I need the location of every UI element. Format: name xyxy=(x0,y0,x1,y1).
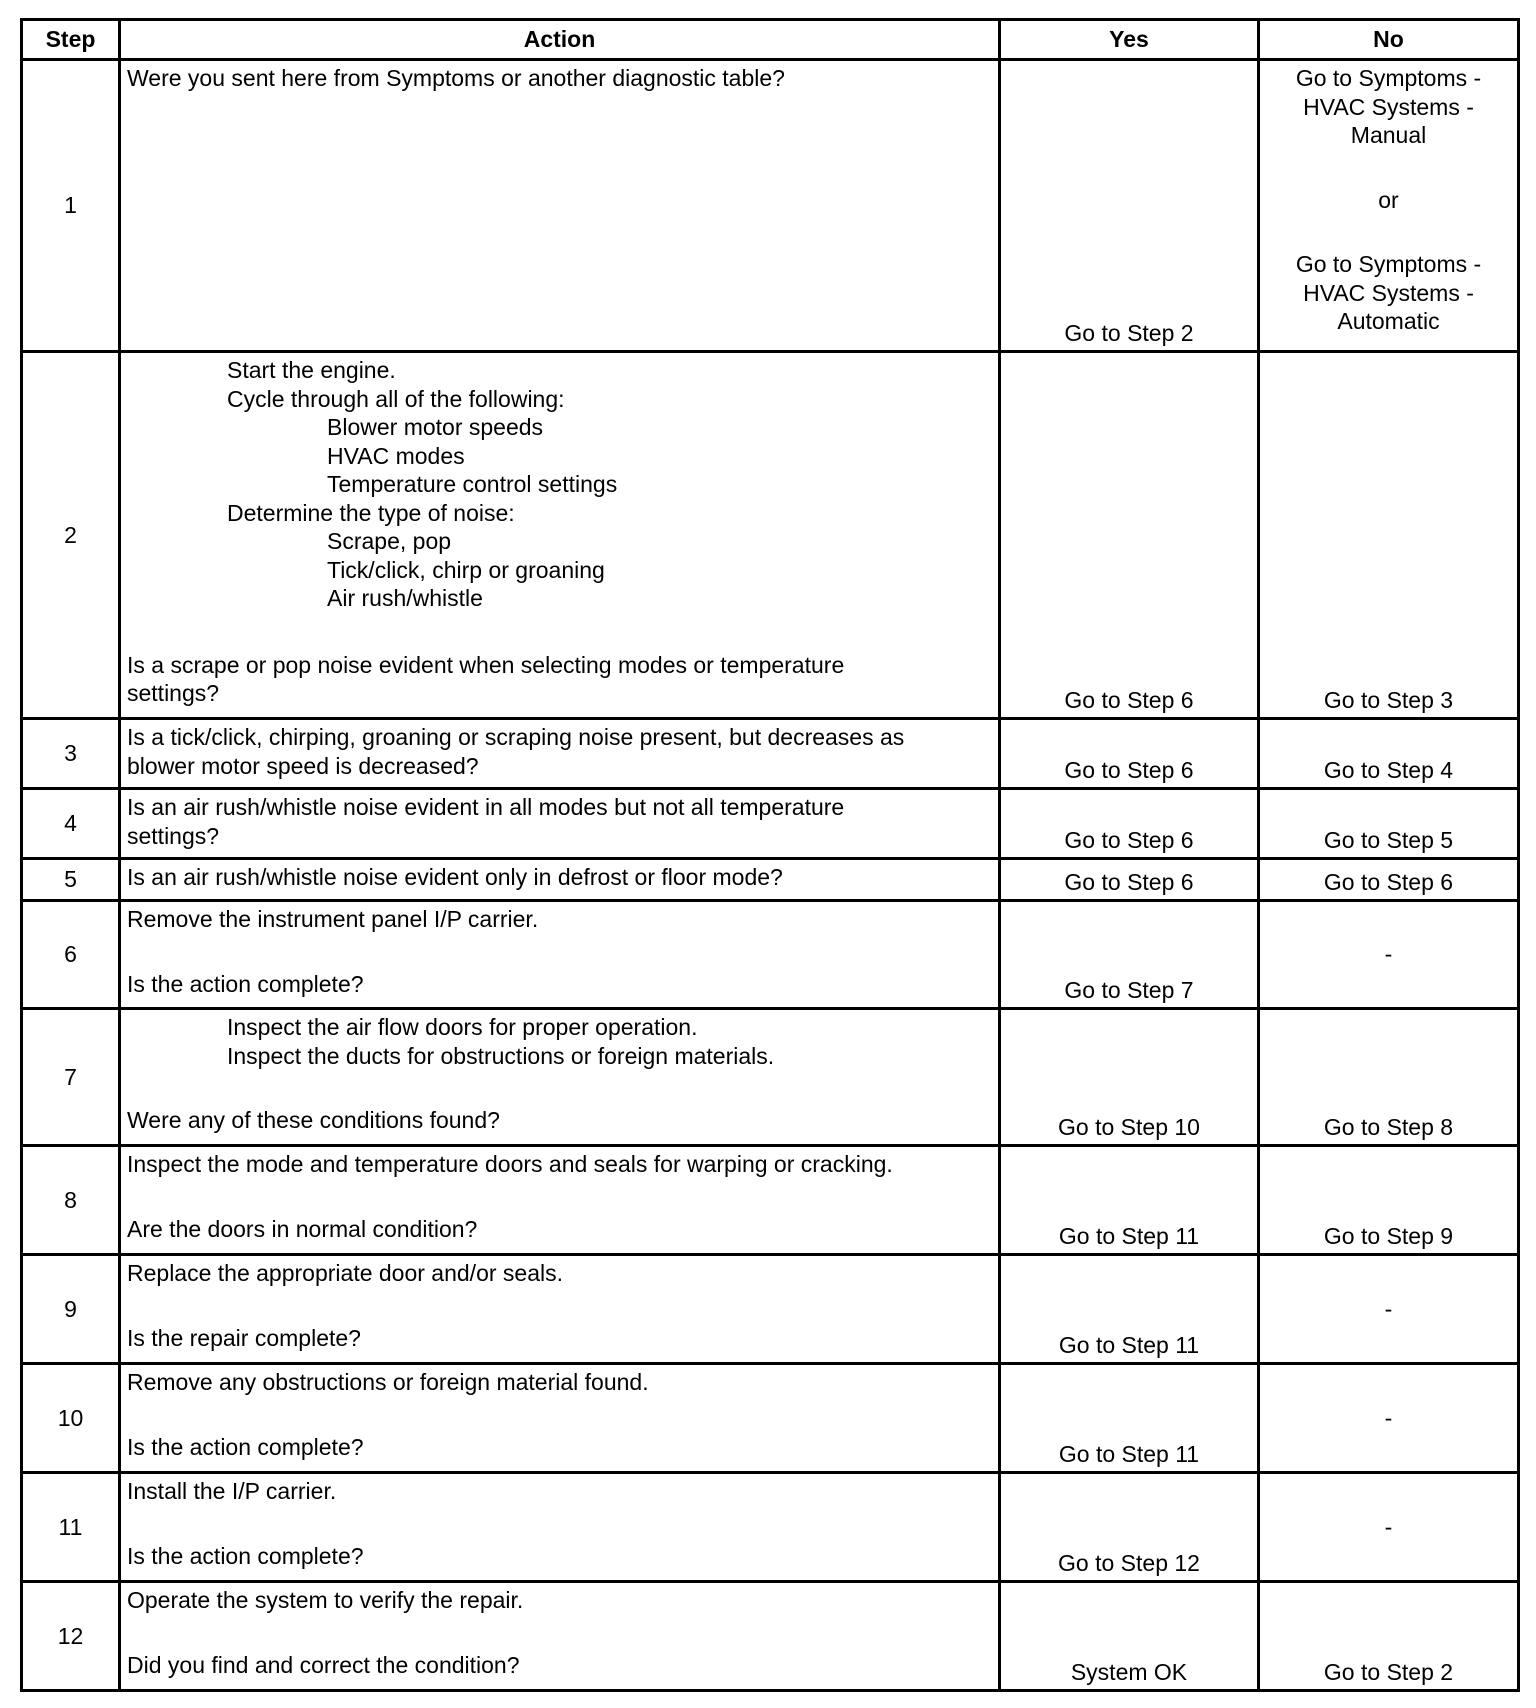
action-question: settings? xyxy=(127,680,220,706)
action-cell xyxy=(120,1009,1000,1146)
action-question: Is the action complete? xyxy=(127,1542,364,1569)
action-list-item: Cycle through all of the following: xyxy=(227,385,565,412)
action-list-item: Inspect the air flow doors for proper operation. xyxy=(227,1014,698,1040)
yes-cell: Go to Step 6 xyxy=(1000,859,1259,901)
step-number: 5 xyxy=(22,859,120,901)
no-text: HVAC Systems - xyxy=(1303,279,1474,306)
header-row xyxy=(22,20,1519,60)
yes-cell: Go to Step 7 xyxy=(1000,901,1259,1009)
header-action: Action xyxy=(120,20,1000,60)
no-cell: - xyxy=(1259,1255,1519,1364)
action-text: Is an air rush/whistle noise evident only in defrost or floor mode? xyxy=(127,864,783,890)
no-text: or xyxy=(1378,186,1399,213)
action-text: Inspect the mode and temperature doors and seals for warping or cracking. xyxy=(127,1151,893,1177)
action-list-item: Inspect the ducts for obstructions or foreign materials. xyxy=(227,1042,775,1069)
action-cell xyxy=(120,1255,1000,1364)
table-row xyxy=(22,901,1519,1009)
action-question: Is the action complete? xyxy=(127,970,364,997)
table-row xyxy=(22,1473,1519,1582)
yes-cell: Go to Step 6 xyxy=(1000,352,1259,719)
action-list-item: Air rush/whistle xyxy=(327,585,483,611)
step-number: 4 xyxy=(22,789,120,859)
action-list-item: Determine the type of noise: xyxy=(227,499,515,526)
yes-cell: Go to Step 11 xyxy=(1000,1146,1259,1255)
action-question: Did you find and correct the condition? xyxy=(127,1651,520,1678)
table-row xyxy=(22,1255,1519,1364)
no-cell: Go to Step 4 xyxy=(1259,719,1519,789)
table-row xyxy=(22,789,1519,859)
action-text: Is a tick/click, chirping, groaning or scraping noise present, but decreases as xyxy=(127,724,905,750)
action-list-item: Scrape, pop xyxy=(327,528,452,554)
action-question: Is the repair complete? xyxy=(127,1324,361,1351)
step-number: 6 xyxy=(22,901,120,1009)
step-number: 10 xyxy=(22,1364,120,1473)
step-number: 12 xyxy=(22,1582,120,1691)
action-cell xyxy=(120,352,1000,719)
yes-cell: Go to Step 6 xyxy=(1000,719,1259,789)
no-cell: Go to Step 6 xyxy=(1259,859,1519,901)
action-question: Are the doors in normal condition? xyxy=(127,1215,478,1242)
header-no: No xyxy=(1259,20,1519,60)
no-cell: Go to Step 5 xyxy=(1259,789,1519,859)
action-list-item: HVAC modes xyxy=(327,442,465,469)
yes-cell: Go to Step 11 xyxy=(1000,1255,1259,1364)
action-text: Operate the system to verify the repair. xyxy=(127,1587,524,1613)
action-question: Is a scrape or pop noise evident when selecting modes or temperature xyxy=(127,651,845,678)
no-cell: - xyxy=(1259,1364,1519,1473)
action-cell xyxy=(120,901,1000,1009)
step-number: 1 xyxy=(22,60,120,352)
no-cell: - xyxy=(1259,1473,1519,1582)
action-cell xyxy=(120,1582,1000,1691)
header-yes: Yes xyxy=(1000,20,1259,60)
action-text: Remove any obstructions or foreign material found. xyxy=(127,1369,649,1395)
no-cell xyxy=(1259,60,1519,352)
yes-cell: Go to Step 12 xyxy=(1000,1473,1259,1582)
action-list-item: Tick/click, chirp or groaning xyxy=(327,556,605,583)
no-cell: Go to Step 9 xyxy=(1259,1146,1519,1255)
action-cell xyxy=(120,719,1000,789)
action-text: Install the I/P carrier. xyxy=(127,1478,337,1504)
action-list-item: Blower motor speeds xyxy=(327,414,544,440)
action-cell xyxy=(120,1146,1000,1255)
yes-cell: Go to Step 10 xyxy=(1000,1009,1259,1146)
action-text: Remove the instrument panel I/P carrier. xyxy=(127,906,539,932)
diagnostic-table xyxy=(20,18,1520,1692)
no-cell: Go to Step 8 xyxy=(1259,1009,1519,1146)
action-cell xyxy=(120,859,1000,901)
action-text: Were you sent here from Symptoms or another diagnostic table? xyxy=(127,65,785,91)
no-text: Go to Symptoms - xyxy=(1295,65,1482,91)
action-question: Is the action complete? xyxy=(127,1433,364,1460)
table-row xyxy=(22,352,1519,719)
step-number: 3 xyxy=(22,719,120,789)
header-step: Step xyxy=(22,20,120,60)
action-list-item: Start the engine. xyxy=(227,357,396,383)
action-text: blower motor speed is decreased? xyxy=(127,752,479,779)
table-row xyxy=(22,1364,1519,1473)
table-row xyxy=(22,1582,1519,1691)
action-cell xyxy=(120,1364,1000,1473)
yes-cell: Go to Step 2 xyxy=(1000,60,1259,352)
no-text: Go to Symptoms - xyxy=(1295,251,1482,277)
no-text: Automatic xyxy=(1337,308,1440,334)
step-number: 11 xyxy=(22,1473,120,1582)
table-row xyxy=(22,1009,1519,1146)
table-row xyxy=(22,1146,1519,1255)
step-number: 2 xyxy=(22,352,120,719)
action-cell xyxy=(120,1473,1000,1582)
yes-cell: Go to Step 6 xyxy=(1000,789,1259,859)
action-text: Is an air rush/whistle noise evident in all modes but not all temperature xyxy=(127,794,845,820)
table-row xyxy=(22,859,1519,901)
step-number: 9 xyxy=(22,1255,120,1364)
yes-cell: Go to Step 11 xyxy=(1000,1364,1259,1473)
table-row xyxy=(22,60,1519,352)
table-row xyxy=(22,719,1519,789)
action-cell xyxy=(120,789,1000,859)
no-cell: Go to Step 2 xyxy=(1259,1582,1519,1691)
action-text: settings? xyxy=(127,822,220,849)
no-cell: Go to Step 3 xyxy=(1259,352,1519,719)
action-list-item: Temperature control settings xyxy=(327,471,618,497)
action-question: Were any of these conditions found? xyxy=(127,1107,500,1133)
no-cell: - xyxy=(1259,901,1519,1009)
no-text: Manual xyxy=(1350,122,1427,148)
action-cell xyxy=(120,60,1000,352)
action-text: Replace the appropriate door and/or seals. xyxy=(127,1260,564,1286)
step-number: 7 xyxy=(22,1009,120,1146)
step-number: 8 xyxy=(22,1146,120,1255)
yes-cell: System OK xyxy=(1000,1582,1259,1691)
no-text: HVAC Systems - xyxy=(1303,93,1474,120)
